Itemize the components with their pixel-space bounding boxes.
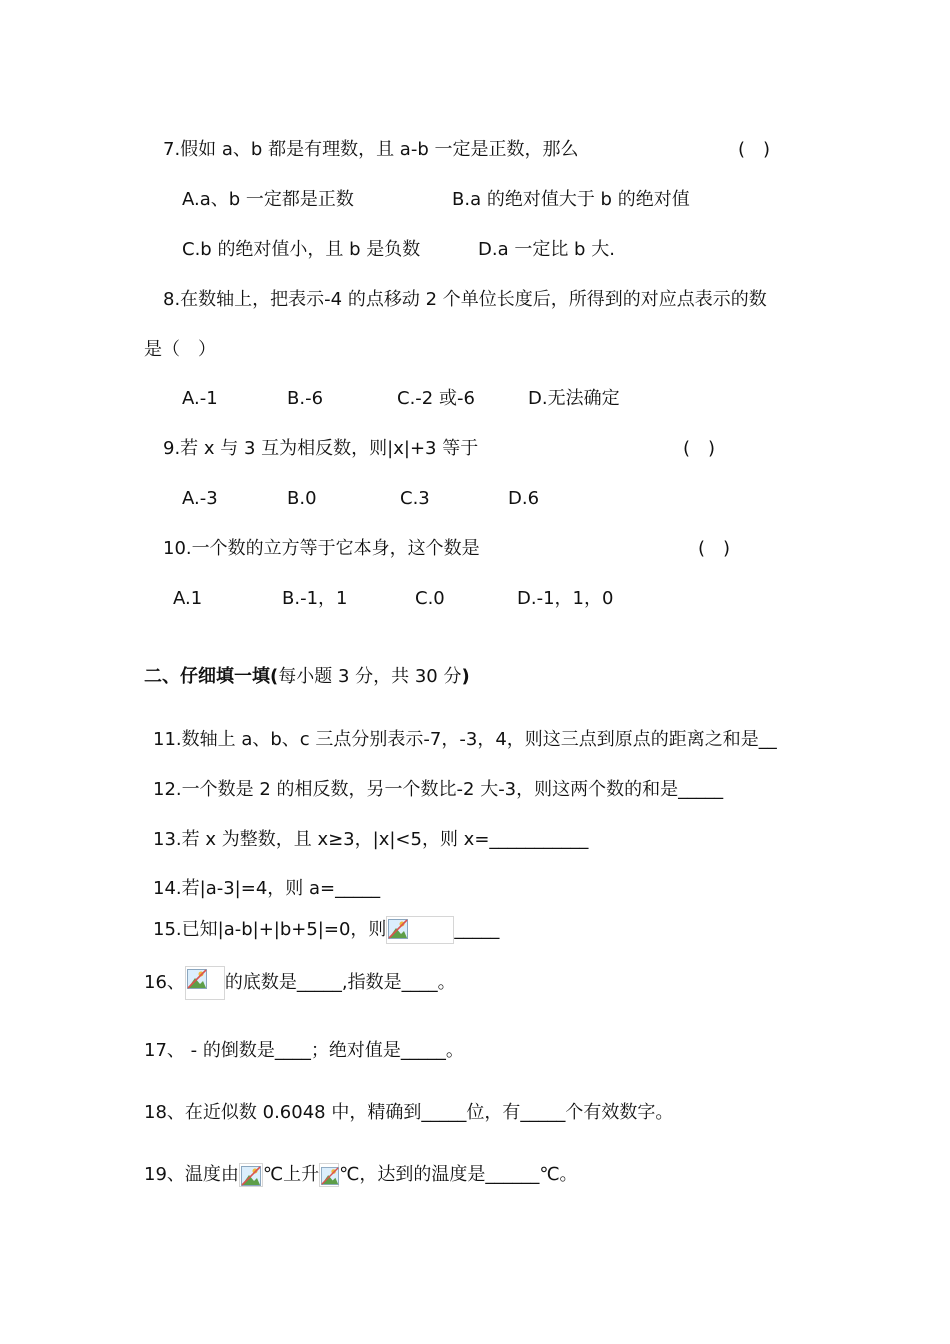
q7-answer-paren: ( ): [738, 139, 771, 160]
q8-stem: 8.在数轴上，把表示-4 的点移动 2 个单位长度后，所得到的对应点表示的数: [163, 289, 767, 310]
q16-line: [144, 966, 456, 1000]
q15-line: [153, 916, 499, 944]
q16-prefix: 16、: [144, 972, 185, 993]
q10-option-b: B.-1，1: [282, 588, 348, 609]
q10-option-a: A.1: [173, 588, 203, 609]
q19-prefix: 19、温度由: [144, 1164, 239, 1185]
section-title: 二、仔细填一填(: [144, 666, 279, 687]
broken-image-icon: [239, 1163, 263, 1187]
q16-suffix: 的底数是_____,指数是____。: [224, 972, 456, 993]
q15-blank: _____: [454, 919, 500, 940]
q9-option-b: B.0: [287, 488, 317, 509]
q10-answer-paren: ( ): [698, 538, 731, 559]
q10-stem: 10.一个数的立方等于它本身，这个数是: [163, 538, 480, 559]
q7-option-c: C.b 的绝对值小，且 b 是负数: [182, 239, 421, 260]
broken-image-icon: [185, 966, 225, 1000]
q9-option-c: C.3: [400, 488, 430, 509]
q19-line: [144, 1163, 578, 1187]
section-heading: [144, 665, 470, 689]
q13-line: 13.若 x 为整数，且 x≥3，|x|<5，则 x=___________: [153, 829, 589, 850]
section-close-paren: ): [461, 666, 470, 687]
q9-option-d: D.6: [508, 488, 540, 509]
q8-option-a: A.-1: [182, 388, 218, 409]
q15-prefix: 15.已知|a-b|+|b+5|=0，则: [153, 919, 387, 940]
q8-option-d: D.无法确定: [528, 388, 620, 409]
q8-option-b: B.-6: [287, 388, 324, 409]
q7-option-d: D.a 一定比 b 大.: [478, 239, 615, 260]
q9-answer-paren: ( ): [683, 438, 716, 459]
q9-option-a: A.-3: [182, 488, 218, 509]
q8-option-c: C.-2 或-6: [397, 388, 475, 409]
q10-option-d: D.-1，1，0: [517, 588, 614, 609]
q9-stem: 9.若 x 与 3 互为相反数，则|x|+3 等于: [163, 438, 479, 459]
section-note: 每小题 3 分，共 30 分: [278, 666, 462, 687]
q12-line: 12.一个数是 2 的相反数，另一个数比-2 大-3，则这两个数的和是_____: [153, 779, 724, 800]
q14-line: 14.若|a-3|=4，则 a=_____: [153, 878, 381, 899]
q7-stem: 7.假如 a、b 都是有理数，且 a-b 一定是正数，那么: [163, 139, 579, 160]
q7-option-a: A.a、b 一定都是正数: [182, 189, 354, 210]
q10-option-c: C.0: [415, 588, 445, 609]
q7-option-b: B.a 的绝对值大于 b 的绝对值: [452, 189, 690, 210]
q11-line: 11.数轴上 a、b、c 三点分别表示-7，-3，4，则这三点到原点的距离之和是__: [153, 729, 777, 750]
q18-line: 18、在近似数 0.6048 中，精确到_____位，有_____个有效数字。: [144, 1102, 674, 1123]
q8-stem-continued: 是（ ）: [144, 339, 216, 360]
q19-middle: ℃上升: [262, 1164, 320, 1185]
q17-line: 17、 - 的倒数是____；绝对值是_____。: [144, 1040, 464, 1061]
broken-image-icon: [386, 916, 454, 944]
broken-image-icon: [319, 1163, 339, 1187]
q19-suffix: ℃，达到的温度是______℃。: [339, 1164, 578, 1185]
